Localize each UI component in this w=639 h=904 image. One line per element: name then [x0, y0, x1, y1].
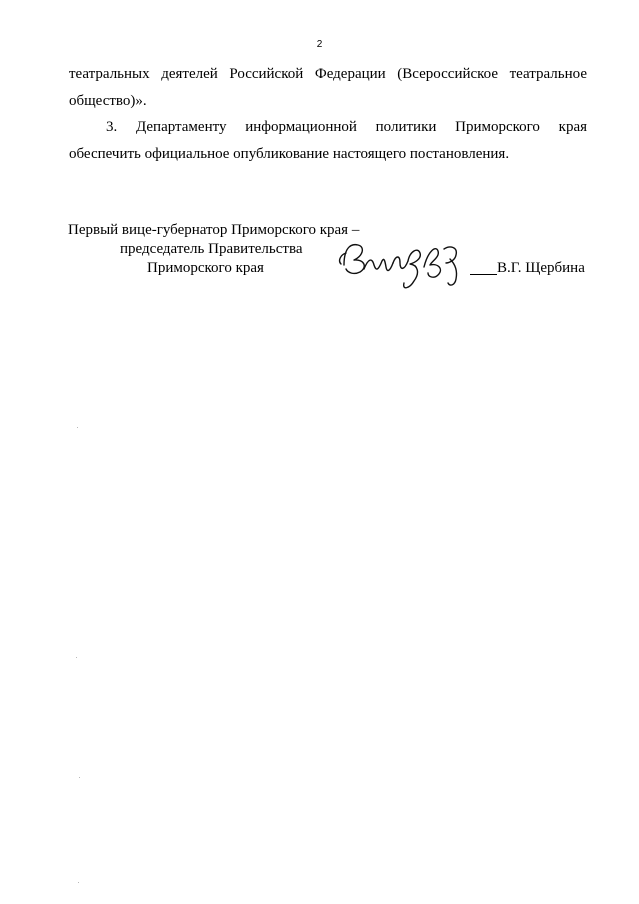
page-number: 2	[316, 39, 323, 50]
handwritten-signature	[338, 233, 478, 295]
scan-speck	[76, 657, 77, 658]
scan-speck	[79, 777, 80, 778]
signer-position-line-3: Приморского края	[147, 260, 264, 276]
signer-position-line-2: председатель Правительства	[120, 241, 303, 257]
signer-position-line-1: Первый вице-губернатор Приморского края –	[68, 222, 360, 238]
paragraph-item-3: 3. Департаменту информационной политики Приморского края обеспечить официальное опубликование настоящего постановления.	[69, 119, 587, 162]
scan-speck	[78, 882, 79, 883]
signature-underline	[470, 274, 497, 275]
paragraph-continuation: театральных деятелей Российской Федерации (Всероссийское театральное общество)».	[69, 66, 587, 109]
signer-name: В.Г. Щербина	[497, 260, 585, 276]
scan-speck	[77, 427, 78, 428]
